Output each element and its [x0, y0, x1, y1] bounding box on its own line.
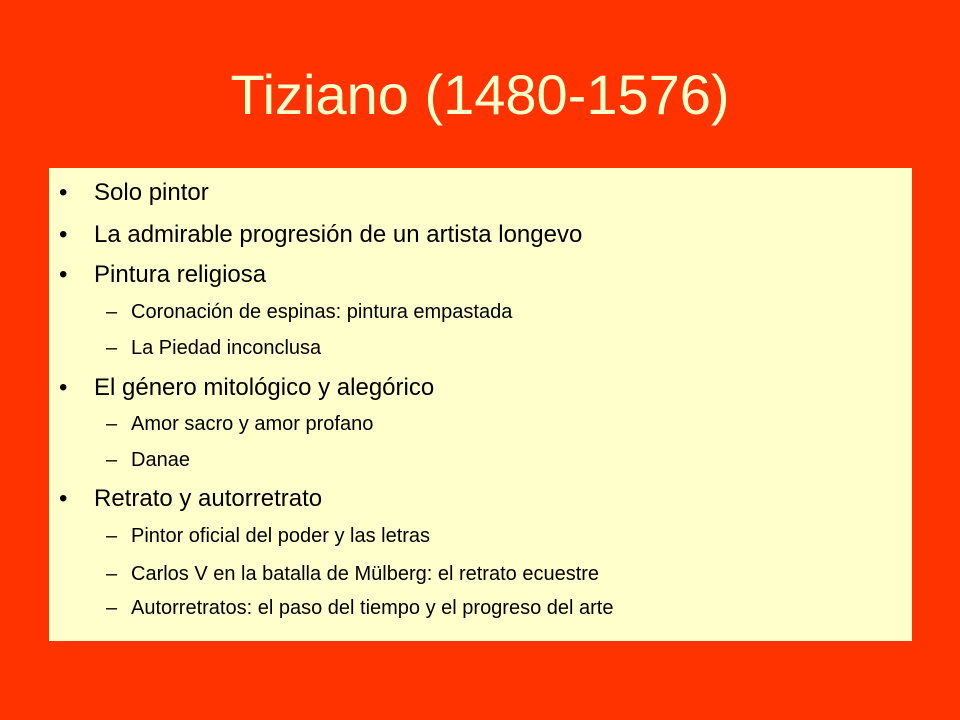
sub-bullet-text: Amor sacro y amor profano: [131, 413, 374, 435]
dash-marker: –: [106, 413, 118, 435]
dash-marker: –: [106, 449, 118, 471]
bullet-marker: •: [59, 221, 68, 248]
sub-bullet-text: Danae: [131, 449, 190, 471]
bullet-marker: •: [59, 485, 68, 512]
sub-bullet-text: Pintor oficial del poder y las letras: [131, 525, 431, 547]
dash-marker: –: [106, 301, 118, 323]
bullet-text: La admirable progresión de un artista longevo: [94, 221, 583, 248]
dash-marker: –: [106, 597, 118, 619]
sub-bullet-text: La Piedad inconclusa: [131, 337, 322, 359]
bullet-text: Pintura religiosa: [94, 261, 267, 288]
slide-title: Tiziano (1480-1576): [230, 63, 730, 126]
dash-marker: –: [106, 563, 118, 585]
dash-marker: –: [106, 337, 118, 359]
sub-bullet-text: Carlos V en la batalla de Mülberg: el retrato ecuestre: [131, 563, 600, 585]
bullet-text: El género mitológico y alegórico: [94, 374, 435, 401]
bullet-text: Retrato y autorretrato: [94, 485, 323, 512]
dash-marker: –: [106, 525, 118, 547]
sub-bullet-text: Coronación de espinas: pintura empastada: [131, 301, 513, 323]
bullet-marker: •: [59, 374, 68, 401]
bullet-marker: •: [59, 261, 68, 288]
content-box: [49, 168, 912, 641]
bullet-text: Solo pintor: [94, 179, 209, 206]
sub-bullet-text: Autorretratos: el paso del tiempo y el progreso del arte: [131, 597, 614, 619]
bullet-marker: •: [59, 179, 68, 206]
